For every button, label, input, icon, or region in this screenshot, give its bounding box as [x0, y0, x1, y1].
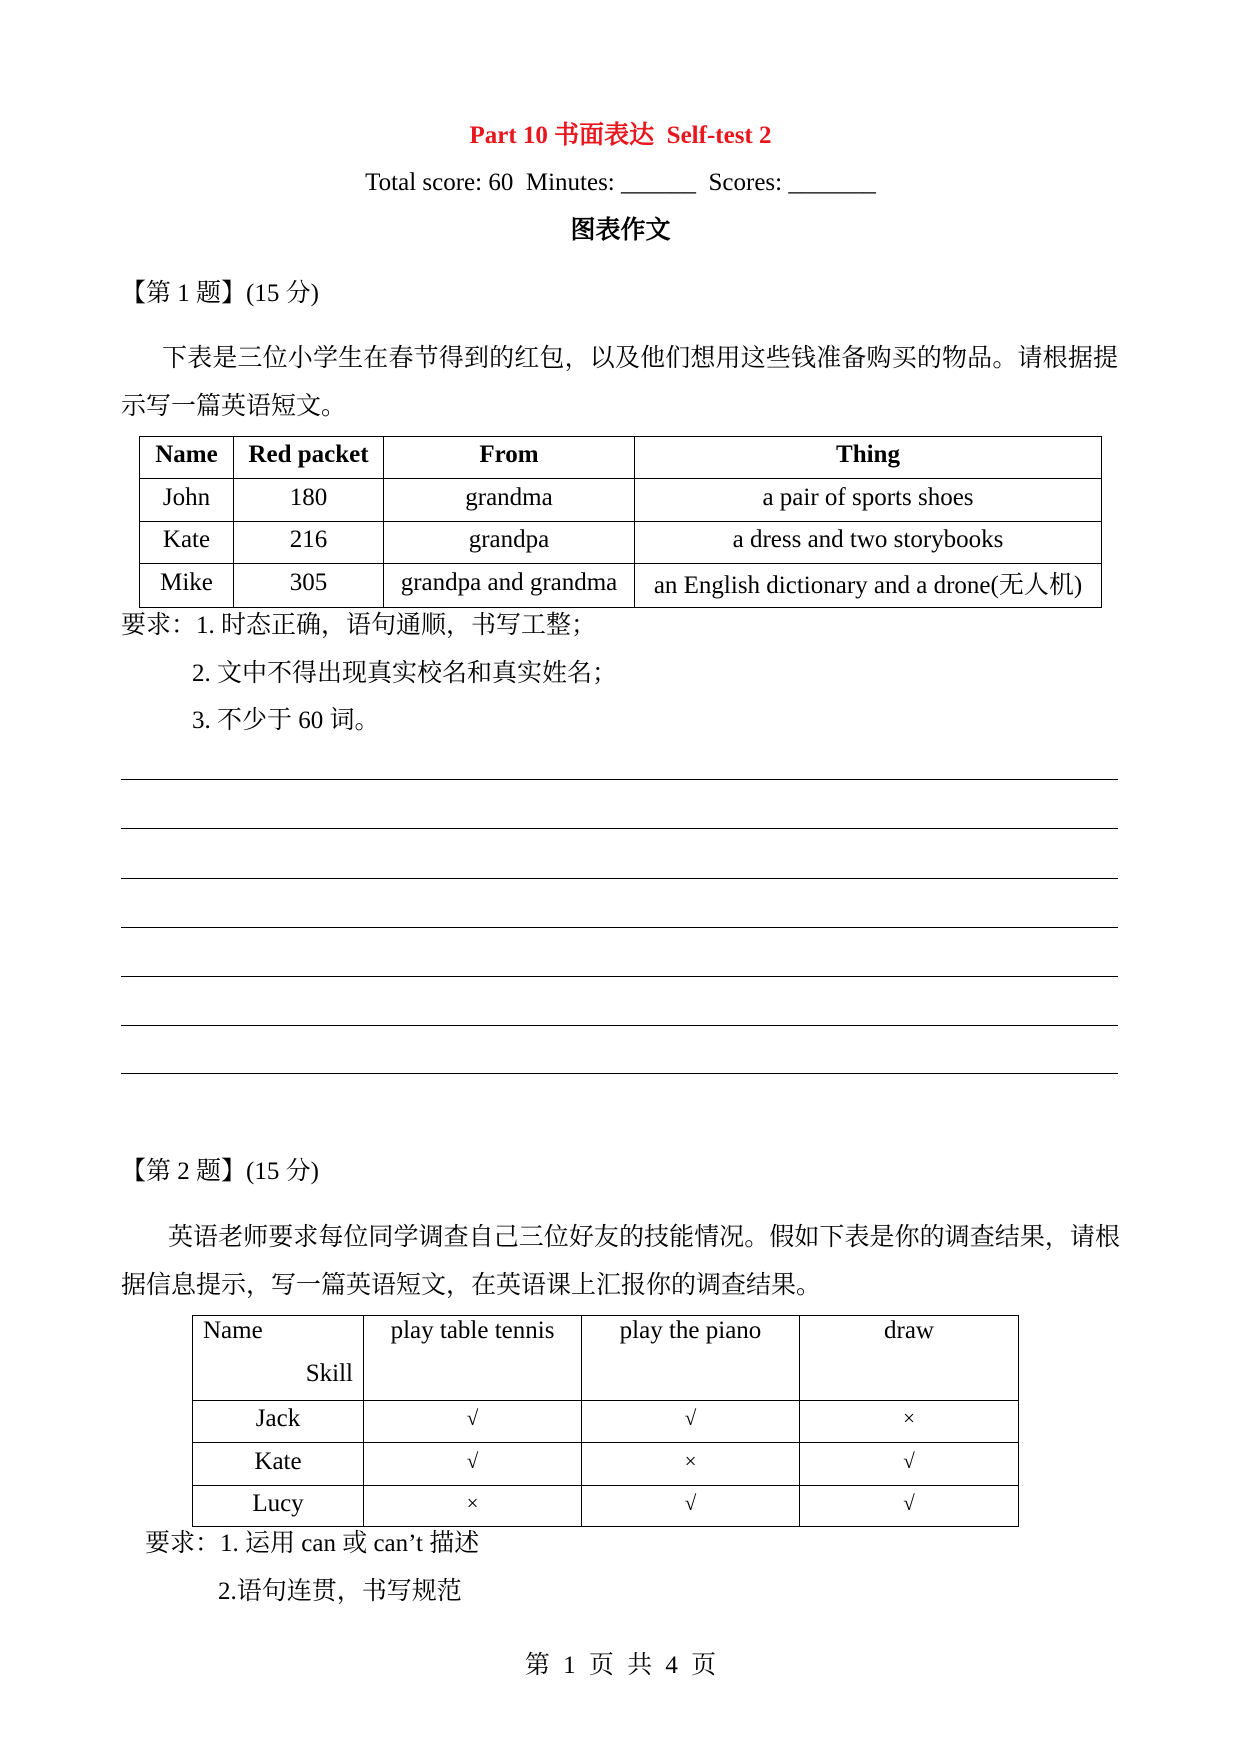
skill-mark-cell: × [800, 1401, 1019, 1443]
question-1-label: 【第 1 题】(15 分) [121, 280, 319, 307]
answer-line [121, 1073, 1118, 1074]
red-packet-table [139, 436, 1102, 608]
red-packet-cell: 305 [234, 564, 384, 608]
column-header-table-tennis: play table tennis [364, 1316, 582, 1401]
column-header-piano: play the piano [582, 1316, 800, 1401]
question-2-requirement: 要求：1. 运用 can 或 can’t 描述 [145, 1530, 480, 1557]
table-row [140, 522, 1102, 564]
corner-skill-label: Skill [305, 1360, 353, 1387]
section-title: 图表作文 [570, 217, 671, 244]
skill-mark-cell: × [364, 1486, 582, 1527]
column-header-name: Name [140, 437, 234, 479]
column-header-thing: Thing [635, 437, 1102, 479]
name-cell: Kate [193, 1443, 364, 1486]
name-cell: Kate [140, 522, 234, 564]
table-header-row [140, 437, 1102, 479]
score-line: Total score: 60 Minutes: ______ Scores: _______ [365, 169, 876, 196]
thing-cell: a dress and two storybooks [635, 522, 1102, 564]
skill-mark-cell: × [582, 1443, 800, 1486]
column-header-draw: draw [800, 1316, 1019, 1401]
column-header-red-packet: Red packet [234, 437, 384, 479]
question-1-prompt-line: 下表是三位小学生在春节得到的红包，以及他们想用这些钱准备购买的物品。请根据提 [162, 345, 1118, 372]
skill-mark-cell: √ [582, 1401, 800, 1443]
answer-line [121, 828, 1118, 829]
answer-line [121, 976, 1118, 977]
from-cell: grandpa and grandma [384, 564, 635, 608]
red-packet-cell: 180 [234, 479, 384, 522]
corner-header-cell [193, 1316, 364, 1401]
skill-survey-table [192, 1315, 1019, 1527]
page-number: 第 1 页 共 4 页 [524, 1652, 717, 1679]
question-2-prompt-line: 据信息提示，写一篇英语短文，在英语课上汇报你的调查结果。 [121, 1272, 822, 1299]
question-2-requirement: 2.语句连贯，书写规范 [218, 1578, 462, 1605]
skill-mark-cell: √ [582, 1486, 800, 1527]
table-row [193, 1401, 1019, 1443]
thing-cell: an English dictionary and a drone(无人机) [635, 564, 1102, 608]
question-1-requirement: 2. 文中不得出现真实校名和真实姓名； [192, 660, 618, 687]
from-cell: grandma [384, 479, 635, 522]
question-2-prompt-line: 英语老师要求每位同学调查自己三位好友的技能情况。假如下表是你的调查结果，请根 [168, 1224, 1120, 1251]
question-1-prompt-line: 示写一篇英语短文。 [121, 393, 347, 420]
corner-name-label: Name [203, 1317, 263, 1344]
skill-mark-cell: √ [364, 1401, 582, 1443]
skill-mark-cell: √ [800, 1486, 1019, 1527]
table-row [193, 1486, 1019, 1527]
answer-line [121, 927, 1118, 928]
name-cell: John [140, 479, 234, 522]
red-packet-cell: 216 [234, 522, 384, 564]
answer-line [121, 878, 1118, 879]
skill-mark-cell: √ [364, 1443, 582, 1486]
question-1-requirement: 要求：1. 时态正确，语句通顺，书写工整； [121, 612, 597, 639]
skill-mark-cell: √ [800, 1443, 1019, 1486]
table-row [193, 1443, 1019, 1486]
name-cell: Jack [193, 1401, 364, 1443]
name-cell: Mike [140, 564, 234, 608]
name-cell: Lucy [193, 1486, 364, 1527]
thing-cell: a pair of sports shoes [635, 479, 1102, 522]
answer-line [121, 1025, 1118, 1026]
from-cell: grandpa [384, 522, 635, 564]
page-title: Part 10 书面表达 Self-test 2 [469, 122, 772, 149]
question-2-label: 【第 2 题】(15 分) [121, 1158, 319, 1185]
answer-line [121, 779, 1118, 780]
question-1-requirement: 3. 不少于 60 词。 [192, 707, 380, 734]
table-row [140, 479, 1102, 522]
table-row [140, 564, 1102, 608]
table-header-row [193, 1316, 1019, 1401]
column-header-from: From [384, 437, 635, 479]
